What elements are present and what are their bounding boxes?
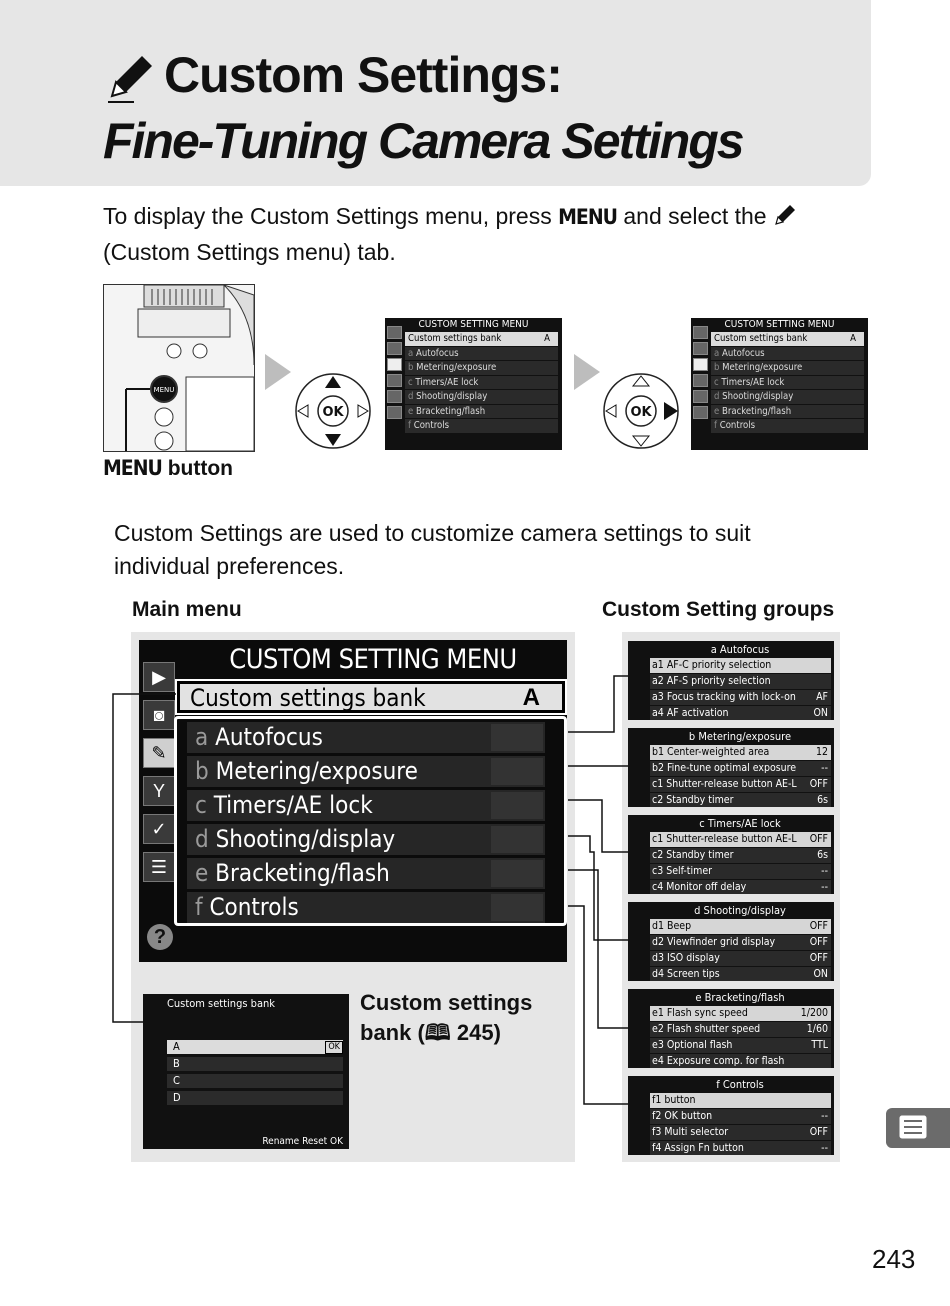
list-item: f Controls [711,419,864,433]
list-item: c2 Standby timer 6s [650,793,831,807]
list-item: c Timers/AE lock [405,376,558,390]
list-item: c1 Shutter-release button AE-L OFF [650,832,831,847]
playback-tab-icon: ▶ [143,662,175,692]
list-item: c Timers/AE lock [711,376,864,390]
list-item: e Bracketing/flash [711,405,864,419]
list-item: a4 AF activation ON [650,706,831,720]
camera-tab-icon: ◙ [143,700,175,730]
bank-option: B [167,1057,343,1071]
bank-option: A OK [167,1040,343,1054]
book-icon: 🕮 [424,1020,451,1045]
bank-row: Custom settings bank A [711,332,864,346]
list-item: a2 AF-S priority selection [650,674,831,689]
group-screen-title: a Autofocus [710,643,770,656]
bank-row: Custom settings bank A [405,332,558,346]
list-item: a1 AF-C priority selection [650,658,831,673]
bank-option: D [167,1091,343,1105]
intro-text-2: and select the [616,203,773,229]
retouch-tab-icon: ✓ [143,814,175,844]
wrench-tab-icon: Y [143,776,175,806]
list-item: a3 Focus tracking with lock-on AF [650,690,831,705]
list-item: e2 Flash shutter speed 1/60 [650,1022,831,1037]
ok-label: OK [630,405,652,420]
bank-screen-title: Custom settings bank [167,997,276,1010]
group-row: f Controls [187,892,545,923]
list-item: a Autofocus [405,347,558,361]
group-screen-title: b Metering/exposure [688,730,792,743]
menu-word: MENU [558,205,617,229]
bank-row-label: Custom settings bank [190,684,426,712]
svg-text:MENU: MENU [153,386,175,394]
bank-caption-ref: 245 [456,1020,494,1045]
list-item: e Bracketing/flash [405,405,558,419]
group-row: d Shooting/display [187,824,545,855]
group-row: b Metering/exposure [187,756,545,787]
list-item: d1 Beep OFF [650,919,831,934]
pencil-tab-icon: ✎ [143,738,175,768]
list-item: f Controls [405,419,558,433]
list-icon [886,1108,950,1148]
list-item: b Metering/exposure [711,361,864,375]
list-item: f3 Multi selector OFF [650,1125,831,1140]
screen-title: CUSTOM SETTING MENU [229,644,517,675]
list-item: c1 Shutter-release button AE-L OFF [650,777,831,792]
list-item: d Shooting/display [711,390,864,404]
screen-title: CUSTOM SETTING MENU [724,319,835,330]
list-item: f1 button [650,1093,831,1108]
group-screen-title: f Controls [716,1078,764,1091]
bank-screen-footer: Rename Reset OK [262,1136,343,1147]
help-icon: ? [147,924,173,950]
group-row: a Autofocus [187,722,545,753]
title-line-2: Fine-Tuning Camera Settings [103,113,743,169]
list-item: b Metering/exposure [405,361,558,375]
menu-button-text: button [161,457,234,480]
list-item: d Shooting/display [405,390,558,404]
group-screen-title: d Shooting/display [694,904,786,917]
ok-badge: OK [325,1041,343,1054]
list-item: f2 OK button -- [650,1109,831,1124]
list-item: e1 Flash sync speed 1/200 [650,1006,831,1021]
my-menu-tab-icon: ☰ [143,852,175,882]
list-item: d3 ISO display OFF [650,951,831,966]
list-item: b1 Center-weighted area 12 [650,745,831,760]
group-row: c Timers/AE lock [187,790,545,821]
bank-caption-line-1: Custom settings [360,990,533,1015]
description: Custom Settings are used to customize camera settings to suit individual preferences. [114,520,751,579]
page-number: 243 [872,1244,916,1274]
list-item: c2 Standby timer 6s [650,848,831,863]
list-item: e4 Exposure comp. for flash [650,1054,831,1068]
screen-title: CUSTOM SETTING MENU [418,319,529,330]
list-item: e3 Optional flash TTL [650,1038,831,1053]
intro-text-3: (Custom Settings menu) tab. [103,239,396,265]
bank-caption-suffix: ) [493,1020,501,1045]
ok-label: OK [322,405,344,420]
main-menu-label: Main menu [132,598,242,621]
group-screen-title: c Timers/AE lock [699,817,781,830]
group-screen-title: e Bracketing/flash [695,991,785,1004]
group-row: e Bracketing/flash [187,858,545,889]
menu-word: MENU [103,456,162,480]
bank-option: C [167,1074,343,1088]
list-item: c4 Monitor off delay -- [650,880,831,894]
custom-setting-groups-label: Custom Setting groups [602,598,835,621]
bank-row-value: A [522,684,540,711]
bank-caption-prefix: bank ( [360,1020,425,1045]
intro-text-1: To display the Custom Settings menu, press [103,203,559,229]
section-tab [886,1108,950,1148]
title-line-1: Custom Settings: [164,47,562,103]
list-item: a Autofocus [711,347,864,361]
list-item: d2 Viewfinder grid display OFF [650,935,831,950]
list-item: f4 Assign Fn button -- [650,1141,831,1155]
list-item: d4 Screen tips ON [650,967,831,981]
list-item: b2 Fine-tune optimal exposure -- [650,761,831,776]
list-item: c3 Self-timer -- [650,864,831,879]
